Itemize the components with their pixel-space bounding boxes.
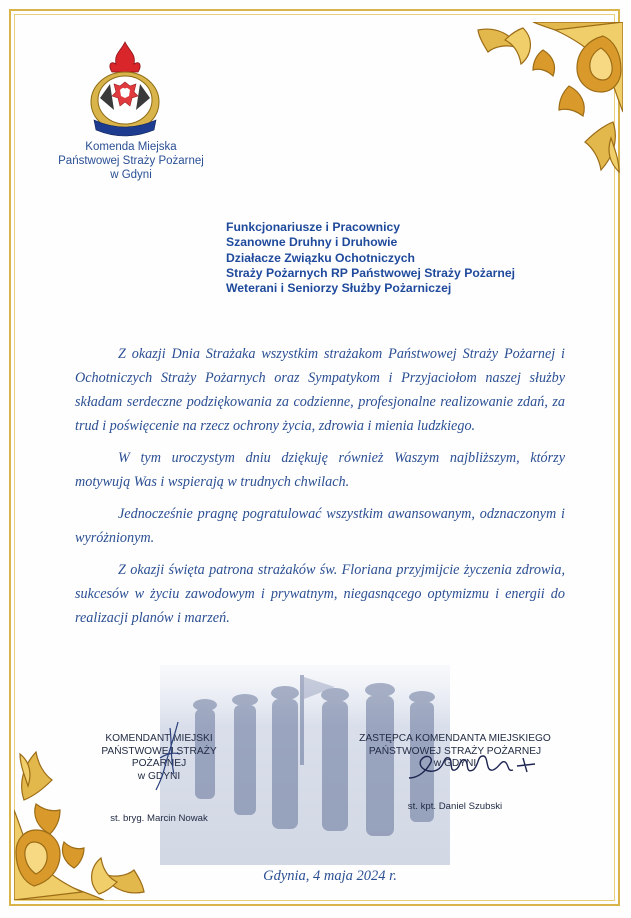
recipients-block	[226, 220, 606, 296]
handwritten-signature-left-icon	[140, 718, 200, 793]
org-line-2: Państwowej Straży Pożarnej	[58, 155, 204, 167]
sig-title-line: w GDYNI	[433, 758, 477, 769]
body-paragraph: Z okazji Dnia Strażaka wszystkim strażakom Państwowej Straży Pożarnej i Ochotniczych Straży Pożarnych oraz Sympatykom i Przyjaciołom naszej służby składam serdeczne podziękowania za codzienne, profesjonalne realizowanie zdań, za trud i poświęcenie na rzecz ochrony życia, zdrowia i mienia ludzkiego.	[75, 346, 565, 434]
letter-body	[75, 342, 565, 638]
signatory-name: st. kpt. Daniel Szubski	[407, 800, 503, 812]
body-paragraph: Jednocześnie pragnę pogratulować wszystkim awansowanym, odznaczonym i wyróżnionym.	[75, 506, 565, 546]
recipient-line: Straży Pożarnych RP Państwowej Straży Pożarnej	[226, 265, 515, 280]
sig-title-line: w GDYNI	[137, 770, 181, 782]
organization-header	[46, 140, 216, 182]
letter-date: Gdynia, 4 maja 2024 r.	[263, 868, 397, 884]
sig-title-line: PAŃSTWOWEJ STRAŻY POŻARNEJ	[101, 745, 217, 769]
fire-service-emblem-icon	[84, 40, 166, 140]
ornament-corner-top-right-icon	[473, 22, 623, 177]
sig-title-line: KOMENDANT MIEJSKI	[105, 733, 213, 744]
recipient-line: Działacze Związku Ochotniczych	[226, 250, 415, 265]
recipient-line: Szanowne Druhny i Druhowie	[226, 235, 398, 250]
org-line-3: w Gdyni	[110, 169, 152, 181]
recipient-line: Funkcjonariusze i Pracownicy	[226, 220, 401, 234]
body-paragraph: Z okazji święta patrona strażaków św. Floriana przyjmijcie życzenia zdrowia, sukcesów w życiu zawodowym i prywatnym, niegasnącego optymizmu i energii do realizacji planów i marzeń.	[75, 562, 565, 626]
body-paragraph: W tym uroczystym dniu dziękuję również Waszym najbliższym, którzy motywują Was i wspierają w trudnych chwilach.	[75, 450, 565, 490]
handwritten-signature-right-icon	[405, 748, 545, 788]
org-line-1: Komenda Miejska	[85, 141, 177, 153]
sig-title-line: PAŃSTWOWEJ STRAŻY POŻARNEJ	[368, 745, 542, 757]
signatory-name: st. bryg. Marcin Nowak	[110, 813, 208, 824]
recipient-line: Weterani i Seniorzy Służby Pożarniczej	[226, 281, 452, 296]
sig-title-line: ZASTĘPCA KOMENDANTA MIEJSKIEGO	[359, 733, 551, 744]
